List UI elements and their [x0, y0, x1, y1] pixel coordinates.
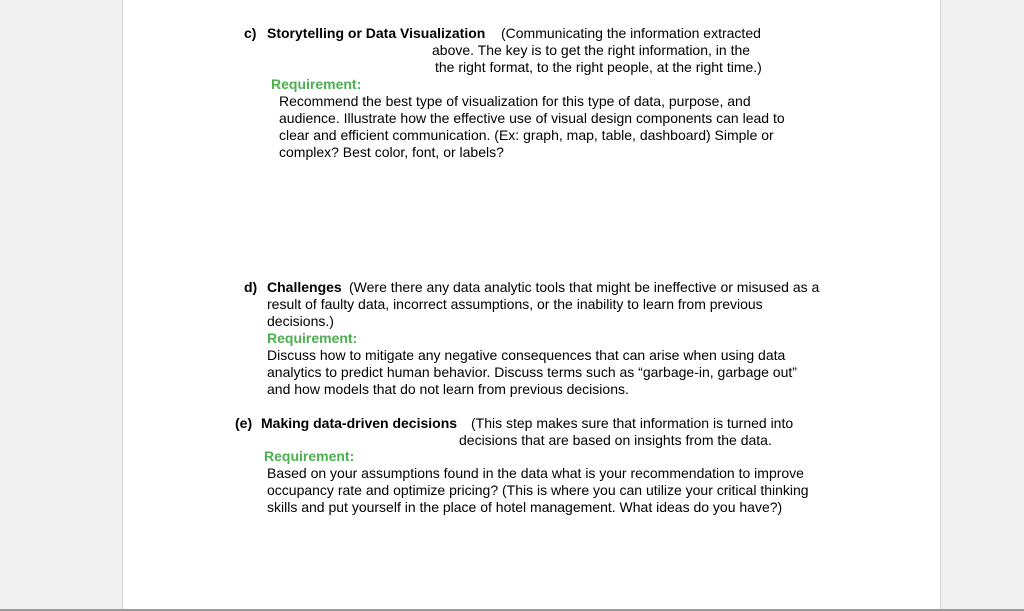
section-c-intro-line: the right format, to the right people, at the right time.) — [435, 59, 762, 75]
section-e-intro-line: decisions that are based on insights from the data. — [459, 432, 772, 448]
section-c-body-line: audience. Illustrate how the effective use of visual design components can lead to — [279, 110, 785, 126]
section-c-body-line: Recommend the best type of visualization for this type of data, purpose, and — [279, 93, 751, 109]
section-d-requirement-label: Requirement: — [267, 330, 358, 346]
section-c-intro-line: (Communicating the information extracted — [501, 25, 761, 41]
section-c-heading: Storytelling or Data Visualization — [267, 25, 486, 41]
section-d-body-line: analytics to predict human behavior. Discuss terms such as “garbage-in, garbage out” — [267, 364, 797, 380]
section-c-intro-line: above. The key is to get the right information, in the — [432, 42, 751, 58]
section-e-requirement-label: Requirement: — [264, 448, 355, 464]
section-d-body-line: and how models that do not learn from previous decisions. — [267, 381, 629, 397]
section-d-intro-line: decisions.) — [267, 313, 334, 329]
section-e-body-line: Based on your assumptions found in the data what is your recommendation to improve — [267, 465, 804, 481]
section-e-body-line: occupancy rate and optimize pricing? (This is where you can utilize your critical thinking — [267, 482, 809, 498]
section-c-requirement-label: Requirement: — [271, 76, 362, 92]
section-d-intro-line: (Were there any data analytic tools that might be ineffective or misused as a — [349, 279, 820, 295]
section-e-marker: (e) — [235, 415, 253, 431]
section-c-body-line: complex? Best color, font, or labels? — [279, 144, 504, 160]
section-e-body-line: skills and put yourself in the place of hotel management. What ideas do you have?) — [267, 499, 783, 515]
section-c-marker: c) — [244, 25, 257, 41]
section-d-intro-line: result of faulty data, incorrect assumptions, or the inability to learn from previous — [267, 296, 763, 312]
section-e-intro-line: (This step makes sure that information is turned into — [471, 415, 794, 431]
section-e-heading: Making data-driven decisions — [261, 415, 458, 431]
section-d-body-line: Discuss how to mitigate any negative consequences that can arise when using data — [267, 347, 786, 363]
section-d-marker: d) — [244, 279, 258, 295]
section-c-body-line: clear and efficient communication. (Ex: graph, map, table, dashboard) Simple or — [279, 127, 774, 143]
section-d-heading: Challenges — [267, 279, 342, 295]
